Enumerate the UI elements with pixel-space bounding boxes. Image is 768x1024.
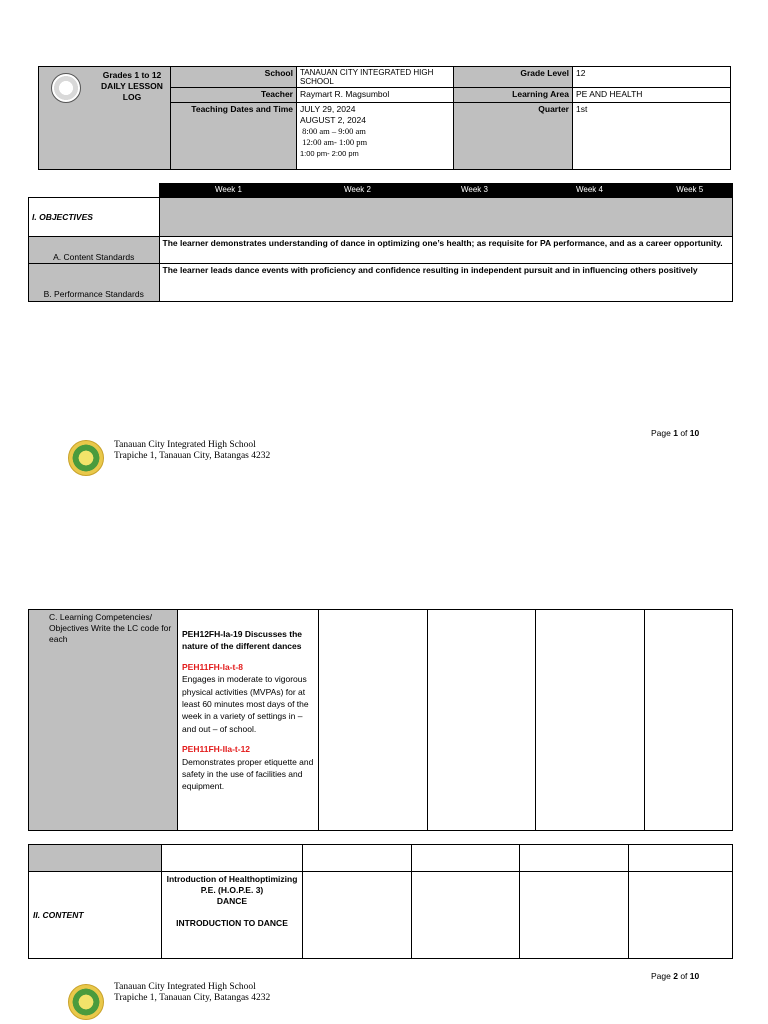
competencies-label: [29, 610, 178, 831]
page-prefix: Page: [651, 971, 674, 981]
content-week3: [412, 872, 520, 959]
content-line-3: INTRODUCTION TO DANCE: [176, 918, 288, 928]
page-number-2: [651, 971, 699, 981]
school-value: TANAUAN CITY INTEGRATED HIGH SCHOOL: [297, 67, 454, 88]
dates-label: Teaching Dates and Time: [171, 103, 297, 170]
competencies-table: [28, 609, 733, 831]
dates-value: [297, 103, 454, 170]
content-week1: [162, 872, 303, 959]
content-line-1: Introduction of Healthoptimizing P.E. (H.O.P.E. 3): [166, 874, 298, 895]
performance-standards-label: B. Performance Standards: [29, 264, 160, 302]
log-title: Grades 1 to 12 DAILY LESSON LOG: [101, 70, 163, 102]
deped-seal-icon: [51, 73, 81, 103]
objectives-table: [28, 183, 733, 302]
page-total: 10: [689, 428, 700, 438]
competencies-week3: [428, 610, 536, 831]
footer-school-address: Trapiche 1, Tanauan City, Batangas 4232: [114, 451, 271, 461]
content-blank: [162, 845, 303, 872]
content-blank: [412, 845, 520, 872]
footer-school-name: Tanauan City Integrated High School: [114, 982, 256, 992]
content-blank: [629, 845, 733, 872]
competencies-week4: [536, 610, 645, 831]
school-logo-icon: [68, 440, 104, 476]
school-logo-icon: [68, 984, 104, 1020]
footer-school-block: [114, 982, 270, 1004]
performance-standards-text: The learner leads dance events with proficiency and confidence resulting in independent pursuit and in influencing others positively: [159, 264, 733, 302]
footer-school-address: Trapiche 1, Tanauan City, Batangas 4232: [114, 993, 271, 1003]
content-gray-cell: [29, 845, 162, 872]
week-header: Week 3: [417, 184, 532, 198]
grade-level-label: Grade Level: [454, 67, 573, 88]
competency-text-1: Engages in moderate to vigorous physical activities (MVPAs) for at least 60 minutes most days of the week in a variety of settings in – and out – of school.: [182, 674, 309, 734]
competency-code-2: PEH11FH-IIa-t-12: [182, 744, 251, 755]
competencies-week2: [319, 610, 428, 831]
competencies-week5: [645, 610, 733, 831]
page-of: of: [677, 428, 690, 438]
content-label: II. CONTENT: [29, 872, 162, 959]
competency-text-2: Demonstrates proper etiquette and safety in the use of facilities and equipment.: [182, 756, 314, 792]
footer-school-name: Tanauan City Integrated High School: [114, 440, 256, 450]
content-blank: [303, 845, 412, 872]
learning-area-value: PE AND HEALTH: [573, 88, 731, 103]
content-standards-text: The learner demonstrates understanding of dance in optimizing one’s health; as requisite for PA performance, and as a career opportunity.: [159, 237, 733, 264]
objectives-gray-area: [159, 198, 733, 237]
page-of: of: [677, 971, 690, 981]
content-table: [28, 844, 733, 959]
competencies-week1: [178, 610, 319, 831]
content-standards-label: A. Content Standards: [29, 237, 160, 264]
grade-level-value: 12: [573, 67, 731, 88]
time-slot-2: 12:00 am- 1:00 pm: [300, 137, 368, 147]
competency-main: PEH12FH-Ia-19 Discusses the nature of the different dances: [182, 629, 302, 652]
quarter-value: 1st: [573, 103, 731, 170]
page-total: 10: [689, 971, 700, 981]
content-blank: [520, 845, 629, 872]
content-line-2: DANCE: [216, 896, 248, 906]
objectives-label: I. OBJECTIVES: [29, 198, 160, 237]
content-week2: [303, 872, 412, 959]
week-header-blank: [29, 184, 160, 198]
week-header: Week 4: [532, 184, 647, 198]
page-prefix: Page: [651, 428, 674, 438]
time-slot-1: 8:00 am – 9:00 am: [300, 126, 366, 136]
week-header: Week 2: [298, 184, 417, 198]
learning-area-label: Learning Area: [454, 88, 573, 103]
log-title-cell: [39, 67, 171, 170]
page-number-1: [651, 428, 699, 438]
footer-school-block: [114, 440, 270, 462]
date-start: JULY 29, 2024: [300, 104, 356, 114]
content-week4: [520, 872, 629, 959]
time-slot-3: 1:00 pm- 2:00 pm: [300, 149, 359, 158]
competencies-label-text: C. Learning Competencies/ Objectives Write the LC code for each: [49, 612, 172, 644]
page-current: 1: [673, 428, 678, 438]
week-header: Week 1: [159, 184, 298, 198]
week-header: Week 5: [647, 184, 733, 198]
teacher-label: Teacher: [171, 88, 297, 103]
school-label: School: [171, 67, 297, 88]
page-current: 2: [673, 971, 678, 981]
teacher-value: Raymart R. Magsumbol: [297, 88, 454, 103]
competency-code-1: PEH11FH-Ia-t-8: [182, 661, 243, 672]
date-end: AUGUST 2, 2024: [300, 115, 366, 125]
content-week5: [629, 872, 733, 959]
quarter-label: Quarter: [454, 103, 573, 170]
header-table: [38, 66, 731, 170]
